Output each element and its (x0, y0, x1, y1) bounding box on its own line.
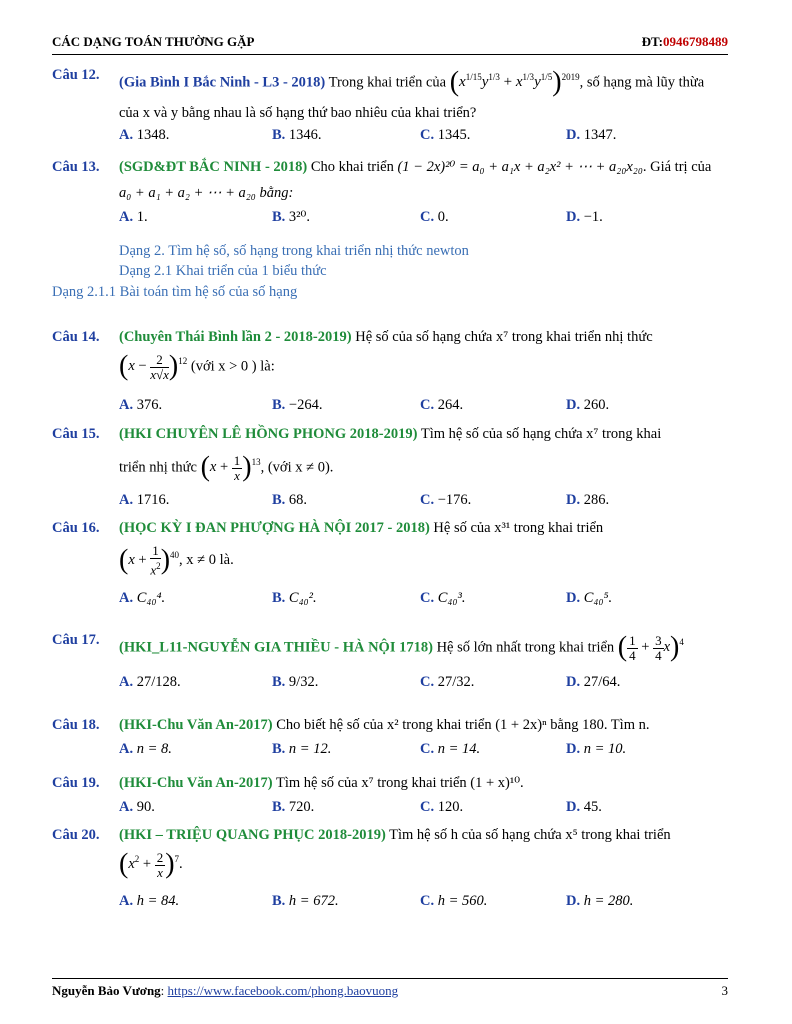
question-number: Câu 18. (52, 717, 100, 733)
option-d[interactable]: D. 260. (566, 397, 610, 413)
question-number: Câu 17. (52, 632, 100, 648)
question-source: (HKI CHUYÊN LÊ HỒNG PHONG 2018-2019) (119, 426, 418, 442)
section-heading: Dạng 2.1 Khai triển của 1 biểu thức (119, 263, 327, 279)
option-c[interactable]: C. C₄₀³. (420, 590, 466, 606)
question-source: (HKI-Chu Văn An-2017) (119, 717, 273, 733)
page-footer: Nguyễn Bảo Vương: https://www.facebook.com/phong.baovuong 3 (52, 978, 728, 999)
option-b[interactable]: B. 1346. (272, 127, 322, 143)
option-a[interactable]: A. 90. (119, 799, 155, 815)
option-b[interactable]: B. 3²⁰. (272, 209, 310, 225)
option-d[interactable]: D. 27/64. (566, 674, 621, 690)
question-number: Câu 19. (52, 775, 100, 791)
option-b[interactable]: B. −264. (272, 397, 323, 413)
option-b[interactable]: B. 68. (272, 492, 308, 508)
question-number: Câu 13. (52, 159, 100, 175)
question-source: (HKI_L11-NGUYỄN GIA THIỀU - HÀ NỘI 1718) (119, 639, 433, 656)
math-expression: $(x^{1/15}y^{1/3} + x^{1/3}y^{1/5})^{2019}$ (449, 67, 580, 98)
option-c[interactable]: C. n = 14. (420, 741, 481, 757)
math-expression: (x − $\frac{2}{x√x}$ )$^{12}$ (119, 351, 188, 382)
option-a[interactable]: A. 1348. (119, 127, 170, 143)
question-number: Câu 14. (52, 329, 100, 345)
option-c[interactable]: C. h = 560. (420, 893, 488, 909)
option-c[interactable]: C. −176. (420, 492, 472, 508)
section-heading: Dạng 2. Tìm hệ số, số hạng trong khai triển nhị thức newton (119, 243, 469, 259)
option-c[interactable]: C. 27/32. (420, 674, 475, 690)
option-a[interactable]: A. 1. (119, 209, 148, 225)
option-c[interactable]: C. 120. (420, 799, 464, 815)
question-source: (HỌC KỲ I ĐAN PHƯỢNG HÀ NỘI 2017 - 2018) (119, 520, 430, 536)
option-d[interactable]: D. 1347. (566, 127, 617, 143)
math-expression: ($x^2$ + $\frac{2}{x}$ )$^7$. (119, 849, 183, 880)
question-source: (Chuyên Thái Bình lần 2 - 2018-2019) (119, 329, 352, 345)
question-number: Câu 16. (52, 520, 100, 536)
question-number: Câu 20. (52, 827, 100, 843)
page-header (52, 34, 728, 55)
option-a[interactable]: A. C₄₀⁴. (119, 590, 166, 606)
question-number: Câu 12. (52, 67, 100, 83)
question-source: (HKI – TRIỆU QUANG PHỤC 2018-2019) (119, 827, 386, 843)
math-expression: (1 − 2x)²⁰ = a₀ + a₁x + a₂x² + ⋯ + a₂₀x₂₀ (397, 159, 643, 175)
option-a[interactable]: A. 376. (119, 397, 163, 413)
option-d[interactable]: D. −1. (566, 209, 603, 225)
option-b[interactable]: B. 9/32. (272, 674, 319, 690)
question-number: Câu 15. (52, 426, 100, 442)
option-b[interactable]: B. h = 672. (272, 893, 339, 909)
option-b[interactable]: B. C₄₀². (272, 590, 317, 606)
option-c[interactable]: C. 264. (420, 397, 464, 413)
option-a[interactable]: A. n = 8. (119, 741, 172, 757)
question-source: (Gia Bình I Bắc Ninh - L3 - 2018) (119, 74, 326, 91)
author-name: Nguyễn Bảo Vương (52, 983, 161, 998)
header-phone: ĐT:0946798489 (641, 34, 728, 49)
option-d[interactable]: D. n = 10. (566, 741, 627, 757)
header-title: CÁC DẠNG TOÁN THƯỜNG GẶP (52, 34, 255, 49)
option-c[interactable]: C. 0. (420, 209, 449, 225)
option-a[interactable]: A. 27/128. (119, 674, 181, 690)
option-b[interactable]: B. 720. (272, 799, 315, 815)
page-number: 3 (721, 983, 728, 998)
facebook-link[interactable]: https://www.facebook.com/phong.baovuong (167, 983, 399, 998)
question-source: (SGD&ĐT BẮC NINH - 2018) (119, 159, 308, 175)
option-c[interactable]: C. 1345. (420, 127, 471, 143)
section-heading: Dạng 2.1.1 Bài toán tìm hệ số của số hạng (52, 284, 298, 300)
math-expression: (x + $\frac{1}{x^2}$ )$^{40}$ (119, 543, 180, 578)
math-expression: (x + $\frac{1}{x}$ )$^{13}$ (200, 452, 261, 483)
option-d[interactable]: D. C₄₀⁵. (566, 590, 613, 606)
math-expression: ( $\frac{1}{4}$ + $\frac{3}{4}$ x)$^4$ (617, 632, 684, 663)
option-d[interactable]: D. 45. (566, 799, 602, 815)
option-d[interactable]: D. 286. (566, 492, 610, 508)
option-d[interactable]: D. h = 280. (566, 893, 634, 909)
option-a[interactable]: A. h = 84. (119, 893, 180, 909)
option-a[interactable]: A. 1716. (119, 492, 170, 508)
question-source: (HKI-Chu Văn An-2017) (119, 775, 273, 791)
option-b[interactable]: B. n = 12. (272, 741, 332, 757)
